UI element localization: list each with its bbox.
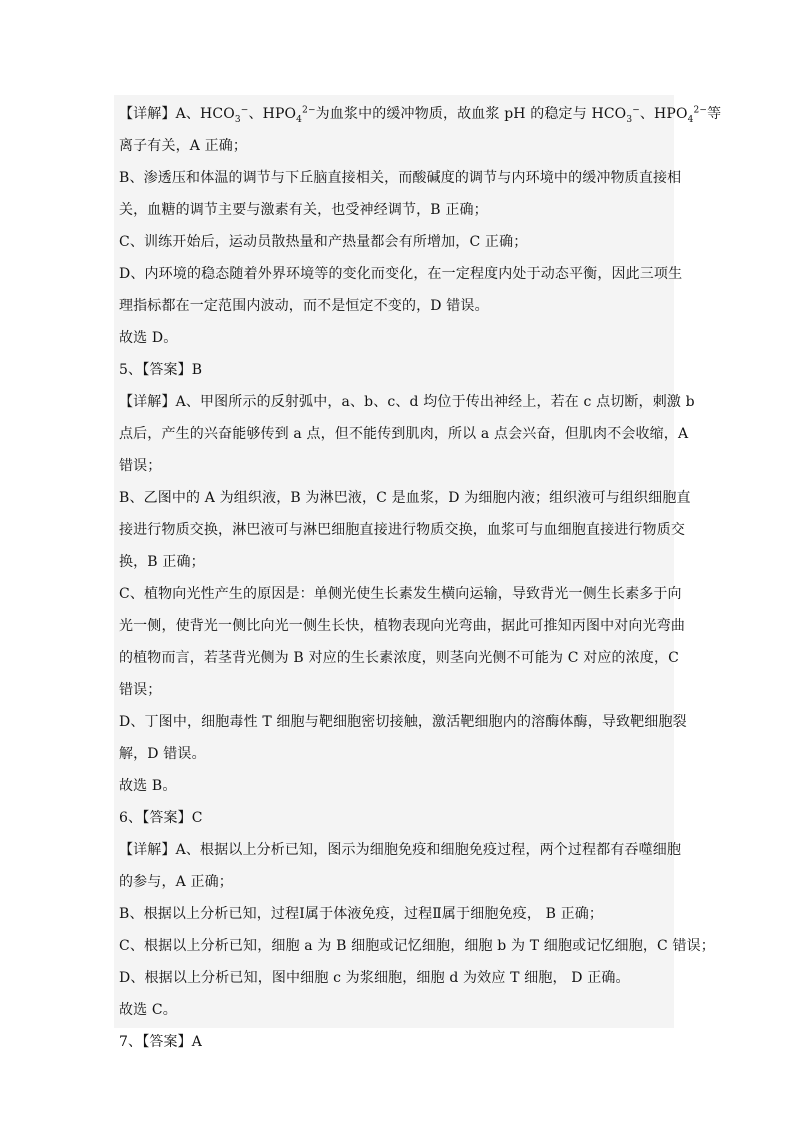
subscript: 3 bbox=[626, 114, 633, 125]
text-line-18: 的植物而言，若茎背光侧为 B 对应的生长素浓度，则茎向光侧不可能为 C 对应的浓度，C bbox=[119, 650, 679, 666]
text-run: 为血浆中的缓冲物质，故血浆 pH 的稳定与 HCO bbox=[315, 106, 627, 122]
subscript: 4 bbox=[296, 114, 303, 125]
text-line-27: C、根据以上分析已知，细胞 a 为 B 细胞或记忆细胞，细胞 b 为 T 细胞或记忆细胞，C 错误； bbox=[119, 938, 715, 954]
text-line-7: 理指标都在一定范围内波动，而不是恒定不变的，D 错误。 bbox=[119, 298, 489, 314]
text-line-26: B、根据以上分析已知，过程Ⅰ属于体液免疫，过程Ⅱ属于细胞免疫， B 正确； bbox=[119, 906, 604, 922]
text-line-11: 点后，产生的兴奋能够传到 a 点，但不能传到肌肉，所以 a 点会兴奋，但肌肉不会收缩，A bbox=[119, 426, 689, 442]
text-line-16: C、植物向光性产生的原因是：单侧光使生长素发生横向运输，导致背光一侧生长素多于向 bbox=[119, 586, 682, 602]
answer-explanation-text bbox=[114, 95, 722, 1050]
text-line-13: B、乙图中的 A 为组织液，B 为淋巴液，C 是血浆，D 为细胞内液；组织液可与组织细胞直 bbox=[119, 490, 691, 506]
text-line-2: 离子有关，A 正确； bbox=[119, 138, 248, 154]
text-run: 【详解】A、HCO bbox=[119, 106, 235, 122]
text-run: 、HPO bbox=[639, 106, 688, 122]
subscript: 4 bbox=[687, 114, 694, 125]
answer-heading-6: 6、【答案】C bbox=[119, 810, 203, 826]
text-line-6: D、内环境的稳态随着外界环境等的变化而变化，在一定程度内处于动态平衡，因此三项生 bbox=[119, 266, 683, 282]
text-line-25: 的参与，A 正确； bbox=[119, 874, 233, 890]
text-line-10: 【详解】A、甲图所示的反射弧中，a、b、c、d 均位于传出神经上，若在 c 点切断，刺激 b bbox=[119, 394, 695, 410]
text-line-15: 换，B 正确； bbox=[119, 554, 205, 570]
subscript: 3 bbox=[234, 114, 241, 125]
text-line-24: 【详解】A、根据以上分析已知，图示为细胞免疫和细胞免疫过程，两个过程都有吞噬细胞 bbox=[119, 842, 682, 858]
text-line-19: 错误； bbox=[119, 682, 162, 698]
text-line-14: 接进行物质交换，淋巴液可与淋巴细胞直接进行物质交换，血浆可与血细胞直接进行物质交 bbox=[119, 522, 685, 538]
text-line-5: C、训练开始后，运动员散热量和产热量都会有所增加，C 正确； bbox=[119, 234, 528, 250]
text-line-4: 关，血糖的调节主要与激素有关，也受神经调节，B 正确； bbox=[119, 202, 488, 218]
text-line-20: D、丁图中，细胞毒性 T 细胞与靶细胞密切接触，激活靶细胞内的溶酶体酶，导致靶细胞裂 bbox=[119, 714, 687, 730]
text-line-17: 光一侧，使背光一侧比向光一侧生长快，植物表现向光弯曲，据此可推知丙图中对向光弯曲 bbox=[119, 618, 685, 634]
superscript: − bbox=[632, 105, 640, 116]
text-line-28: D、根据以上分析已知，图中细胞 c 为浆细胞，细胞 d 为效应 T 细胞， D 正确。 bbox=[119, 970, 630, 986]
text-line-8: 故选 D。 bbox=[119, 330, 178, 346]
superscript: − bbox=[240, 105, 249, 116]
text-run: 等 bbox=[707, 106, 722, 122]
text-line-29: 故选 C。 bbox=[119, 1002, 177, 1018]
text-line-21: 解，D 错误。 bbox=[119, 746, 206, 762]
text-run: 、HPO bbox=[248, 106, 297, 122]
text-line-22: 故选 B。 bbox=[119, 778, 177, 794]
text-line-3: B、渗透压和体温的调节与下丘脑直接相关，而酸碱度的调节与内环境中的缓冲物质直接相 bbox=[119, 170, 682, 186]
superscript: 2− bbox=[693, 105, 708, 116]
answer-heading-5: 5、【答案】B bbox=[119, 362, 203, 378]
text-line-12: 错误； bbox=[119, 458, 162, 474]
superscript: 2− bbox=[302, 105, 316, 116]
text-line-1 bbox=[119, 98, 722, 130]
answer-heading-7: 7、【答案】A bbox=[119, 1034, 203, 1050]
